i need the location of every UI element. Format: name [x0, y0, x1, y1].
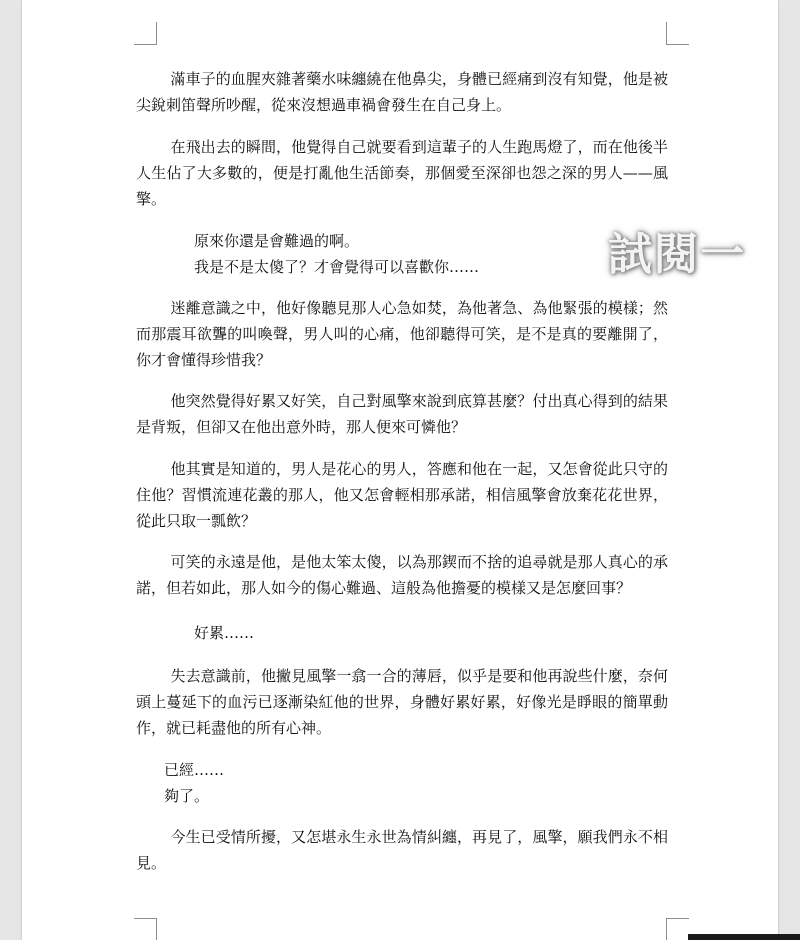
paragraph: 我是不是太傻了？才會覺得可以喜歡你……	[194, 258, 480, 276]
paragraph: 失去意識前，他撇見風擎一翕一合的薄唇，似乎是要和他再說些什麼，奈何頭上蔓延下的血污已逐漸染紅他的世界，身體好累好累，好像光是睜眼的簡單動作，就已耗盡他的所有心神。	[136, 667, 668, 737]
paragraph: 他突然覺得好累又好笑，自己對風擎來說到底算甚麼？付出真心得到的結果是背叛，但卻又在他出意外時，那人便來可憐他？	[136, 392, 668, 436]
paragraph: 他其實是知道的，男人是花心的男人，答應和他在一起，又怎會從此只守的住他？習慣流連花叢的那人，他又怎會輕相那承諾，相信風擎會放棄花花世界，從此只取一瓢飲？	[136, 460, 668, 530]
paragraph: 滿車子的血腥夾雜著藥水味纏繞在他鼻尖，身體已經痛到沒有知覺，他是被尖銳刺笛聲所吵醒，從來沒想過車禍會發生在自己身上。	[136, 70, 668, 114]
paragraph: 今生已受情所擾，又怎堪永生永世為情糾纏，再見了，風擎，願我們永不相見。	[136, 828, 668, 872]
paragraph: 原來你還是會難過的啊。	[194, 232, 360, 250]
paragraph: 可笑的永遠是他，是他太笨太傻，以為那鍥而不捨的追尋就是那人真心的承諾，但若如此，那人如今的傷心難過、這般為他擔憂的模樣又是怎麼回事？	[136, 553, 668, 597]
margin-corner-top-left	[134, 22, 157, 45]
paragraph: 好累……	[194, 624, 255, 642]
window-edge-bar	[688, 934, 800, 940]
watermark-text: 試閱一	[608, 229, 746, 280]
margin-corner-bottom-right	[666, 918, 689, 940]
margin-corner-bottom-left	[134, 918, 157, 940]
paragraph: 迷離意識之中，他好像聽見那人心急如焚，為他著急、為他緊張的模樣；然而那震耳欲聾的叫喚聲，男人叫的心痛，他卻聽得可笑，是不是真的要離開了，你才會懂得珍惜我？	[136, 299, 668, 369]
margin-corner-top-right	[666, 22, 689, 45]
document-page	[22, 0, 778, 940]
paragraph: 在飛出去的瞬間，他覺得自己就要看到這輩子的人生跑馬燈了，而在他後半人生佔了大多數的，便是打亂他生活節奏，那個愛至深卻也怨之深的男人——風擎。	[136, 138, 668, 208]
paragraph: 夠了。	[164, 787, 210, 805]
paragraph: 已經……	[164, 761, 225, 779]
